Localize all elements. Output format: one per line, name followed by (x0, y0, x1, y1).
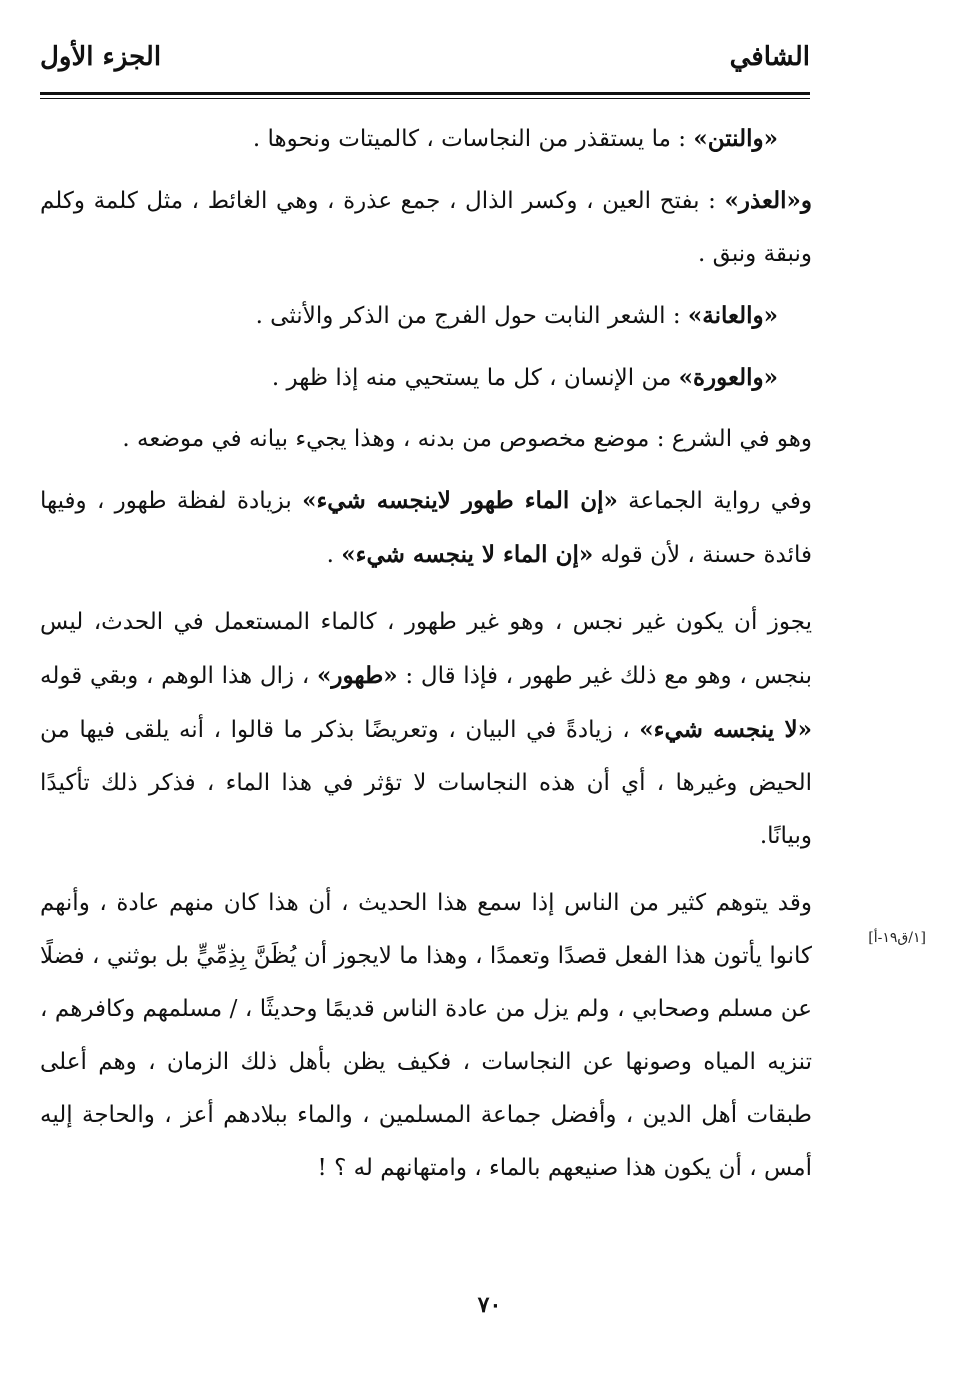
definition-text: : الشعر النابت حول الفرج من الذكر والأنثى . (255, 303, 688, 329)
manuscript-folio-reference: [١/ق١٩-أ] (868, 930, 926, 946)
page-number: ٧٠ (477, 1292, 502, 1318)
hadith-quote: «طهور» (317, 662, 398, 689)
page-header (40, 42, 810, 92)
header-rule-thin (40, 98, 810, 99)
paragraph-text: . (326, 542, 342, 568)
defined-term: «والعورة» (678, 364, 778, 391)
paragraph-text: يجوز أن يكون غير نجس ، وهو غير طهور ، كالماء المستعمل في الحدث، ليس بنجس ، وهو مع ذلك غير طهور ، فإذا قال : (40, 609, 812, 689)
paragraph-text: ، زال هذا الوهم ، وبقي قوله (40, 663, 317, 689)
paragraph-text: بزيادة لفظة طهور ، وفيها فائدة حسنة ، لأن قوله (40, 488, 812, 568)
body-paragraph (40, 877, 812, 1195)
definition-paragraph (40, 351, 812, 405)
paragraph-text: وقد يتوهم كثير من الناس إذا سمع هذا الحديث ، أن هذا كان منهم عادة ، وأنهم كانوا يأتون هذا الفعل قصدًا وتعمدًا ، وهذا ما لايجوز أن يُظَنَّ بِذِمِّيٍّ بل بوثني ، فضلًا عن مسلم وصحابي ، ولم يزل من عادة الناس قديمًا وحديثًا ، / مسلمهم وكافرهم ، تنزيه المياه وصونها عن النجاسات ، فكيف يظن بأهل ذلك الزمان ، وهم أعلى طبقات أهل الدين ، وأفضل جماعة المسلمين ، والماء ببلادهم أعز ، والحاجة إليه أمس ، أن يكون هذا صنيعهم بالماء ، وامتهانهم له ؟ ! (40, 890, 812, 1181)
book-title: الشافي (729, 42, 810, 72)
defined-term: «والنتن» (693, 125, 778, 152)
definition-paragraph (40, 174, 812, 281)
hadith-quote: «إن الماء طهور لاينجسه شيء» (302, 487, 618, 514)
hadith-quote: «إن الماء لا ينجسه شيء» (341, 541, 594, 568)
defined-term: و«العذر» (724, 187, 812, 214)
volume-label: الجزء الأول (40, 42, 162, 72)
main-text (40, 112, 812, 1203)
defined-term: «والعانة» (687, 302, 778, 329)
paragraph-text: وهو في الشرع : موضع مخصوص من بدنه ، وهذا يجيء بيانه في موضعه . (122, 426, 812, 452)
definition-paragraph (40, 289, 812, 343)
paragraph-text: وفي رواية الجماعة (617, 488, 812, 514)
definition-text: من الإنسان ، كل ما يستحيي منه إذا ظهر . (271, 365, 679, 391)
definition-text: : ما يستقذر من النجاسات ، كالميتات ونحوها . (252, 126, 694, 152)
body-paragraph (40, 474, 812, 582)
body-paragraph (40, 413, 812, 466)
hadith-quote: «لا ينجسه شيء» (639, 716, 812, 743)
header-rule-thick (40, 92, 810, 95)
definition-text: : بفتح العين ، وكسر الذال ، جمع عذرة ، وهي الغائط ، مثل كلمة وكلم ونبقة ونبق . (40, 188, 812, 267)
paragraph-text: ، زيادةً في البيان ، وتعريضًا بذكر ما قالوا ، أنه يلقى فيها من الحيض وغيرها ، أي أن هذه النجاسات لا تؤثر في هذا الماء ، فذكر ذلك تأكيدًا وبيانًا. (40, 717, 812, 849)
body-paragraph (40, 596, 812, 863)
definition-paragraph (40, 112, 812, 166)
